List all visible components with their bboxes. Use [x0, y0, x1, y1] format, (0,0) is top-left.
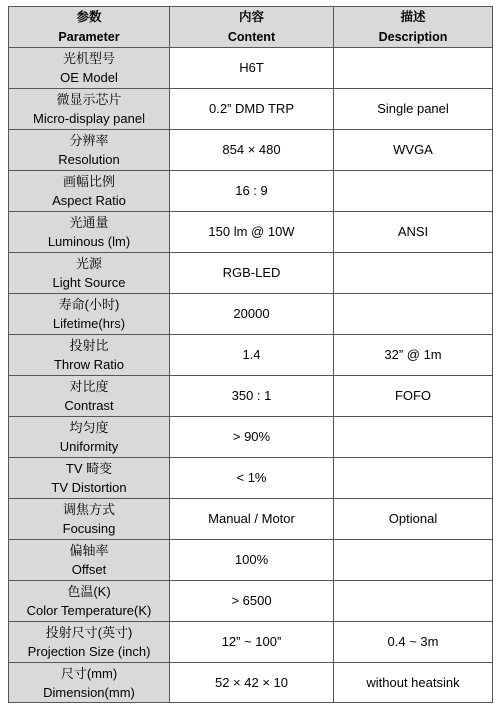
param-cn: 尺寸(mm)	[60, 665, 118, 681]
content-cell: 12” ~ 100”	[170, 622, 334, 663]
header-description	[334, 7, 493, 48]
table-row	[9, 499, 493, 540]
table-row	[9, 253, 493, 294]
table-row	[9, 335, 493, 376]
param-cn: 光源	[75, 256, 102, 271]
table-header	[9, 7, 493, 48]
description-cell: WVGA	[334, 130, 493, 171]
content-cell: 854 × 480	[170, 130, 334, 171]
content-cell: 150 lm @ 10W	[170, 212, 334, 253]
param-en: Micro-display panel	[33, 111, 145, 126]
param-cell	[9, 294, 170, 335]
description-cell	[334, 48, 493, 89]
param-cell	[9, 171, 170, 212]
param-cell	[9, 376, 170, 417]
description-cell	[334, 171, 493, 212]
param-cn: 寿命(小时)	[58, 297, 120, 312]
header-parameter	[9, 7, 170, 48]
content-cell: 16 : 9	[170, 171, 334, 212]
param-cn: 均匀度	[69, 420, 109, 435]
content-cell: 350 : 1	[170, 376, 334, 417]
param-cn: 偏轴率	[69, 543, 109, 558]
param-cn: 光机型号	[62, 51, 115, 66]
param-cn: 光通量	[69, 215, 109, 230]
table-row	[9, 417, 493, 458]
param-cn: 微显示芯片	[56, 92, 122, 107]
param-cell	[9, 663, 170, 703]
param-en: Resolution	[58, 152, 120, 167]
spec-table	[8, 6, 493, 703]
param-cn: 投射尺寸(英寸)	[45, 625, 133, 640]
description-cell	[334, 458, 493, 499]
param-cell	[9, 48, 170, 89]
header-parameter-cn: 参数	[76, 10, 102, 24]
param-cell	[9, 417, 170, 458]
param-cn: 分辨率	[69, 133, 109, 148]
description-cell	[334, 581, 493, 622]
param-cell	[9, 130, 170, 171]
param-cell	[9, 212, 170, 253]
param-cn: 色温(K)	[67, 584, 111, 599]
description-cell: ANSI	[334, 212, 493, 253]
content-cell: 52 × 42 × 10	[170, 663, 334, 703]
param-cn: 投射比	[69, 338, 109, 353]
param-en: TV Distortion	[51, 480, 127, 495]
content-cell: 20000	[170, 294, 334, 335]
param-cell	[9, 540, 170, 581]
description-cell: FOFO	[334, 376, 493, 417]
description-cell: without heatsink	[334, 663, 493, 703]
table-row	[9, 622, 493, 663]
header-content-cn: 内容	[238, 10, 264, 24]
table-row	[9, 663, 493, 703]
table-row	[9, 212, 493, 253]
content-cell: 0.2” DMD TRP	[170, 89, 334, 130]
param-cell	[9, 499, 170, 540]
table-row	[9, 171, 493, 212]
param-cn: 对比度	[69, 379, 109, 394]
param-en: Contrast	[64, 398, 114, 413]
header-content-en: Content	[227, 30, 276, 44]
description-cell: 0.4 ~ 3m	[334, 622, 493, 663]
param-en: Projection Size (inch)	[27, 644, 151, 659]
param-cn: TV 畸变	[65, 461, 113, 476]
param-en: Focusing	[62, 521, 116, 536]
header-parameter-en: Parameter	[58, 30, 120, 44]
param-en: Uniformity	[59, 439, 119, 454]
description-cell	[334, 294, 493, 335]
content-cell: 1.4	[170, 335, 334, 376]
param-en: OE Model	[60, 70, 118, 85]
description-cell: Optional	[334, 499, 493, 540]
content-cell: RGB-LED	[170, 253, 334, 294]
header-content	[170, 7, 334, 48]
table-row	[9, 89, 493, 130]
param-en: Light Source	[52, 275, 126, 290]
header-row	[9, 7, 493, 48]
param-en: Dimension(mm)	[43, 684, 135, 700]
table-row	[9, 130, 493, 171]
table-row	[9, 540, 493, 581]
param-cell	[9, 458, 170, 499]
param-en: Color Temperature(K)	[26, 603, 152, 618]
description-cell: Single panel	[334, 89, 493, 130]
param-en: Lifetime(hrs)	[52, 316, 126, 331]
param-en: Aspect Ratio	[52, 193, 126, 208]
param-cell	[9, 89, 170, 130]
param-cn: 调焦方式	[62, 502, 115, 517]
header-description-en: Description	[378, 30, 448, 44]
content-cell: > 90%	[170, 417, 334, 458]
table-row	[9, 581, 493, 622]
param-cell	[9, 335, 170, 376]
description-cell	[334, 253, 493, 294]
content-cell: > 6500	[170, 581, 334, 622]
description-cell	[334, 540, 493, 581]
param-cn: 画幅比例	[62, 174, 115, 189]
description-cell: 32” @ 1m	[334, 335, 493, 376]
param-en: Throw Ratio	[53, 357, 125, 372]
table-body	[9, 48, 493, 703]
content-cell: < 1%	[170, 458, 334, 499]
content-cell: Manual / Motor	[170, 499, 334, 540]
param-cell	[9, 581, 170, 622]
table-row	[9, 294, 493, 335]
param-cell	[9, 622, 170, 663]
param-en: Luminous (lm)	[47, 234, 131, 249]
table-row	[9, 376, 493, 417]
description-cell	[334, 417, 493, 458]
table-row	[9, 48, 493, 89]
param-en: Offset	[71, 562, 107, 577]
header-description-cn: 描述	[400, 10, 426, 24]
content-cell: H6T	[170, 48, 334, 89]
param-cell	[9, 253, 170, 294]
table-row	[9, 458, 493, 499]
content-cell: 100%	[170, 540, 334, 581]
